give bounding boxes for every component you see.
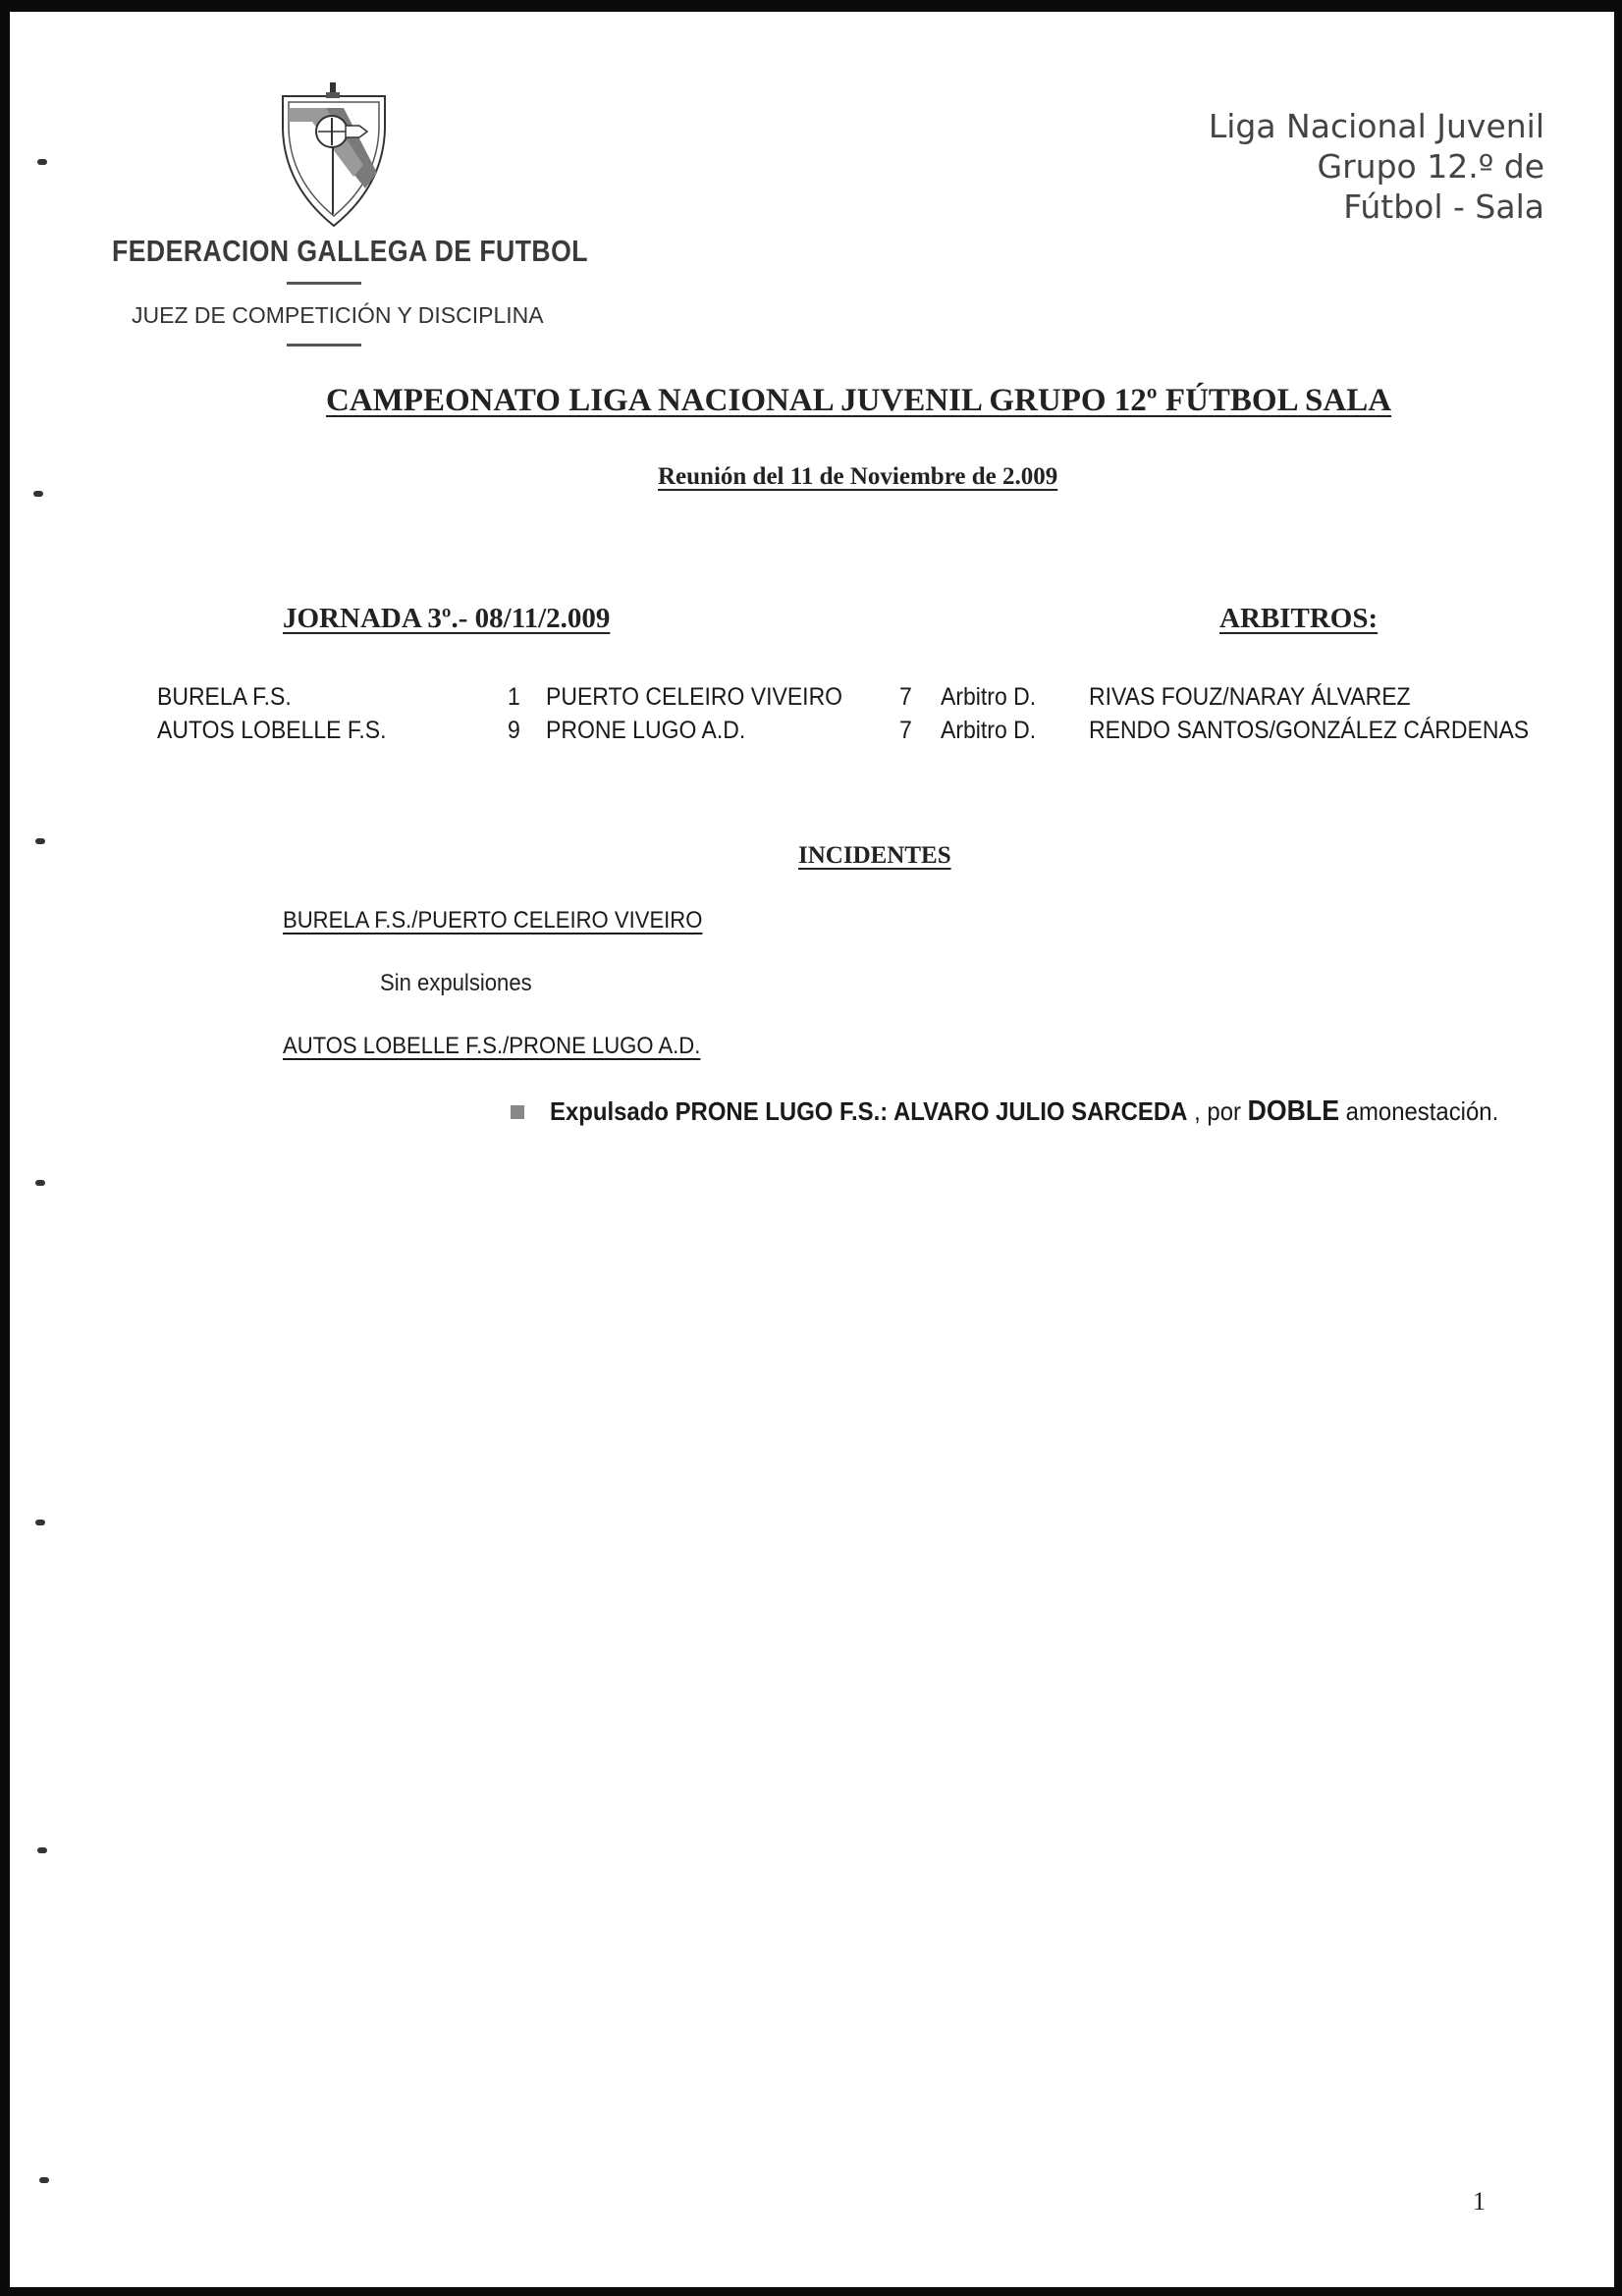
home-team: AUTOS LOBELLE F.S. bbox=[157, 717, 387, 744]
league-header bbox=[1209, 106, 1544, 227]
home-team: BURELA F.S. bbox=[157, 683, 292, 711]
federation-crest-icon bbox=[275, 79, 393, 236]
incidents-heading: INCIDENTES bbox=[798, 842, 951, 869]
referee-type: Arbitro D. bbox=[941, 717, 1037, 744]
bullet-square-icon bbox=[511, 1105, 524, 1119]
matchday-heading: JORNADA 3º.- 08/11/2.009 bbox=[283, 603, 611, 634]
document-page bbox=[10, 12, 1614, 2287]
incident-match: AUTOS LOBELLE F.S./PRONE LUGO A.D. bbox=[283, 1033, 701, 1059]
margin-mark bbox=[35, 838, 45, 844]
header-divider bbox=[287, 344, 361, 347]
expulsion-reason: amonestación. bbox=[1345, 1096, 1499, 1126]
away-score: 7 bbox=[899, 717, 912, 744]
margin-mark bbox=[33, 491, 43, 497]
away-score: 7 bbox=[899, 683, 912, 711]
margin-mark bbox=[35, 1520, 45, 1525]
expulsion-player: Expulsado PRONE LUGO F.S.: ALVARO JULIO SARCEDA bbox=[550, 1096, 1188, 1126]
home-score: 9 bbox=[508, 717, 520, 744]
expulsion-connector: , por bbox=[1194, 1096, 1241, 1126]
margin-mark bbox=[37, 159, 47, 165]
margin-mark bbox=[39, 2177, 49, 2183]
page-title: CAMPEONATO LIGA NACIONAL JUVENIL GRUPO 12º FÚTBOL SALA bbox=[326, 383, 1392, 418]
expulsion-emphasis: DOBLE bbox=[1247, 1095, 1340, 1127]
margin-mark bbox=[37, 1847, 47, 1853]
expulsion-line bbox=[550, 1095, 1498, 1128]
referee-type: Arbitro D. bbox=[941, 683, 1037, 711]
away-team: PUERTO CELEIRO VIVEIRO bbox=[546, 683, 843, 711]
competition-body: JUEZ DE COMPETICIÓN Y DISCIPLINA bbox=[132, 302, 544, 328]
away-team: PRONE LUGO A.D. bbox=[546, 717, 746, 744]
header-divider bbox=[287, 282, 361, 285]
referees-heading: ARBITROS: bbox=[1219, 603, 1379, 634]
federation-name: FEDERACION GALLEGA DE FUTBOL bbox=[112, 234, 588, 268]
referee-names: RENDO SANTOS/GONZÁLEZ CÁRDENAS bbox=[1089, 717, 1530, 744]
league-line: Liga Nacional Juvenil bbox=[1208, 107, 1544, 145]
league-line: Grupo 12.º de bbox=[1317, 147, 1544, 186]
league-line: Fútbol - Sala bbox=[1343, 187, 1544, 226]
referee-names: RIVAS FOUZ/NARAY ÁLVAREZ bbox=[1089, 683, 1411, 711]
incident-note: Sin expulsiones bbox=[380, 970, 532, 996]
home-score: 1 bbox=[508, 683, 520, 711]
margin-mark bbox=[35, 1180, 45, 1186]
incident-match: BURELA F.S./PUERTO CELEIRO VIVEIRO bbox=[283, 907, 703, 934]
page-number: 1 bbox=[1473, 2187, 1486, 2216]
meeting-date: Reunión del 11 de Noviembre de 2.009 bbox=[658, 463, 1058, 490]
